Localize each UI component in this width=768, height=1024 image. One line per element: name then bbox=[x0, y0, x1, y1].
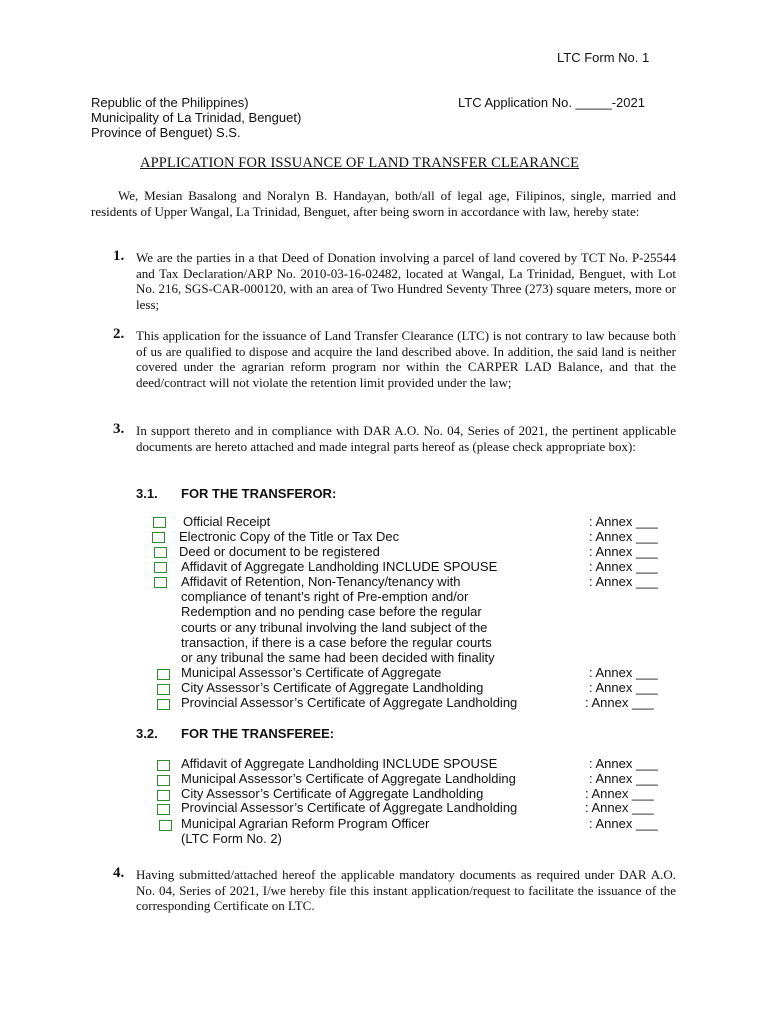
checkbox-transferee-city-assessor[interactable] bbox=[157, 790, 170, 801]
doc-electronic-title: Electronic Copy of the Title or Tax Dec bbox=[179, 529, 400, 544]
doc-municipal-assessor: Municipal Assessor’s Certificate of Aggregate bbox=[181, 665, 442, 680]
annex-electronic-title: : Annex ___ bbox=[589, 529, 658, 544]
doc-official-receipt: Official Receipt bbox=[183, 514, 271, 529]
checkbox-municipal-assessor[interactable] bbox=[157, 669, 170, 680]
transferor-heading-number: 3.1. bbox=[136, 486, 158, 501]
checkbox-deed-document[interactable] bbox=[154, 547, 167, 558]
doc-transferee-city-assessor: City Assessor’s Certificate of Aggregate Landholding bbox=[181, 786, 484, 801]
transferee-heading-number: 3.2. bbox=[136, 726, 158, 741]
annex-city-assessor: : Annex ___ bbox=[589, 680, 658, 695]
annex-transferee-marpo: : Annex ___ bbox=[589, 816, 658, 831]
header-province: Province of Benguet) S.S. bbox=[91, 125, 241, 140]
annex-transferee-provincial-assessor: : Annex ___ bbox=[585, 800, 654, 815]
annex-provincial-assessor: : Annex ___ bbox=[585, 695, 654, 710]
doc-deed-document: Deed or document to be registered bbox=[179, 544, 380, 559]
checkbox-electronic-title[interactable] bbox=[152, 532, 165, 543]
header-republic: Republic of the Philippines) bbox=[91, 95, 249, 110]
checkbox-affidavit-aggregate[interactable] bbox=[154, 562, 167, 573]
checkbox-affidavit-retention[interactable] bbox=[154, 577, 167, 588]
item-4-text: Having submitted/attached hereof the applicable mandatory documents as required under DAR A.O. No. 04, Series of 2021, I/we hereby file this instant application/request to facilitate the issuance of the corresponding Certificate on LTC. bbox=[136, 867, 676, 913]
item-3-text: In support thereto and in compliance with DAR A.O. No. 04, Series of 2021, the pertinent applicable documents are hereto attached and made integral parts hereof as (please check appropriate box): bbox=[136, 423, 676, 454]
item-2-number: 2. bbox=[113, 326, 125, 342]
doc-affidavit-retention: Affidavit of Retention, Non-Tenancy/tenancy with compliance of tenant’s right of Pre-emption and/or Redemption and no pending case before the regular courts or any tribunal involving the land subject of the transaction, if there is a case before the regular courts or any tribunal the same had been decided with finality bbox=[181, 574, 495, 666]
checkbox-provincial-assessor[interactable] bbox=[157, 699, 170, 710]
doc-affidavit-aggregate: Affidavit of Aggregate Landholding INCLUDE SPOUSE bbox=[181, 559, 498, 574]
annex-transferee-city-assessor: : Annex ___ bbox=[585, 786, 654, 801]
item-1-text: We are the parties in a that Deed of Donation involving a parcel of land covered by TCT No. P-25544 and Tax Declaration/ARP No. 2010-03-16-02482, located at Wangal, La Trinidad, Benguet, with Lot No. 216, SGS-CAR-000120, with an area of Two Hundred Seventy Three (273) square meters, more or less; bbox=[136, 250, 676, 312]
annex-transferee-municipal-assessor: : Annex ___ bbox=[589, 771, 658, 786]
intro-paragraph: We, Mesian Basalong and Noralyn B. Handayan, both/all of legal age, Filipinos, single, married and residents of Upper Wangal, La Trinidad, Benguet, after being sworn in accordance with law, hereby state: bbox=[91, 188, 676, 219]
annex-municipal-assessor: : Annex ___ bbox=[589, 665, 658, 680]
doc-transferee-marpo: Municipal Agrarian Reform Program Officer (LTC Form No. 2) bbox=[181, 816, 430, 847]
annex-affidavit-retention: : Annex ___ bbox=[589, 574, 658, 589]
annex-deed-document: : Annex ___ bbox=[589, 544, 658, 559]
item-1-number: 1. bbox=[113, 248, 125, 264]
item-3-number: 3. bbox=[113, 421, 125, 437]
doc-transferee-provincial-assessor: Provincial Assessor’s Certificate of Aggregate Landholding bbox=[181, 800, 518, 815]
transferee-heading: FOR THE TRANSFEREE: bbox=[181, 726, 335, 741]
checkbox-transferee-affidavit[interactable] bbox=[157, 760, 170, 771]
transferor-heading: FOR THE TRANSFEROR: bbox=[181, 486, 337, 501]
annex-official-receipt: : Annex ___ bbox=[589, 514, 658, 529]
checkbox-city-assessor[interactable] bbox=[157, 684, 170, 695]
checkbox-transferee-provincial-assessor[interactable] bbox=[157, 804, 170, 815]
doc-transferee-affidavit: Affidavit of Aggregate Landholding INCLUDE SPOUSE bbox=[181, 756, 498, 771]
item-2-text: This application for the issuance of Land Transfer Clearance (LTC) is not contrary to law because both of us are qualified to dispose and acquire the land described above. In addition, the said land is neither covered under the agrarian reform program nor within the CARPER LAD Balance, and that the deed/contract will not violate the retention limit provided under the law; bbox=[136, 328, 676, 390]
doc-city-assessor: City Assessor’s Certificate of Aggregate Landholding bbox=[181, 680, 484, 695]
checkbox-official-receipt[interactable] bbox=[153, 517, 166, 528]
form-number: LTC Form No. 1 bbox=[557, 50, 650, 65]
annex-affidavit-aggregate: : Annex ___ bbox=[589, 559, 658, 574]
application-number: LTC Application No. _____-2021 bbox=[458, 95, 645, 110]
annex-transferee-affidavit: : Annex ___ bbox=[589, 756, 658, 771]
document-title: APPLICATION FOR ISSUANCE OF LAND TRANSFER CLEARANCE bbox=[140, 155, 580, 171]
checkbox-transferee-marpo[interactable] bbox=[159, 820, 172, 831]
header-municipality: Municipality of La Trinidad, Benguet) bbox=[91, 110, 302, 125]
doc-transferee-municipal-assessor: Municipal Assessor’s Certificate of Aggregate Landholding bbox=[181, 771, 516, 786]
checkbox-transferee-municipal-assessor[interactable] bbox=[157, 775, 170, 786]
doc-provincial-assessor: Provincial Assessor’s Certificate of Aggregate Landholding bbox=[181, 695, 518, 710]
item-4-number: 4. bbox=[113, 865, 125, 881]
